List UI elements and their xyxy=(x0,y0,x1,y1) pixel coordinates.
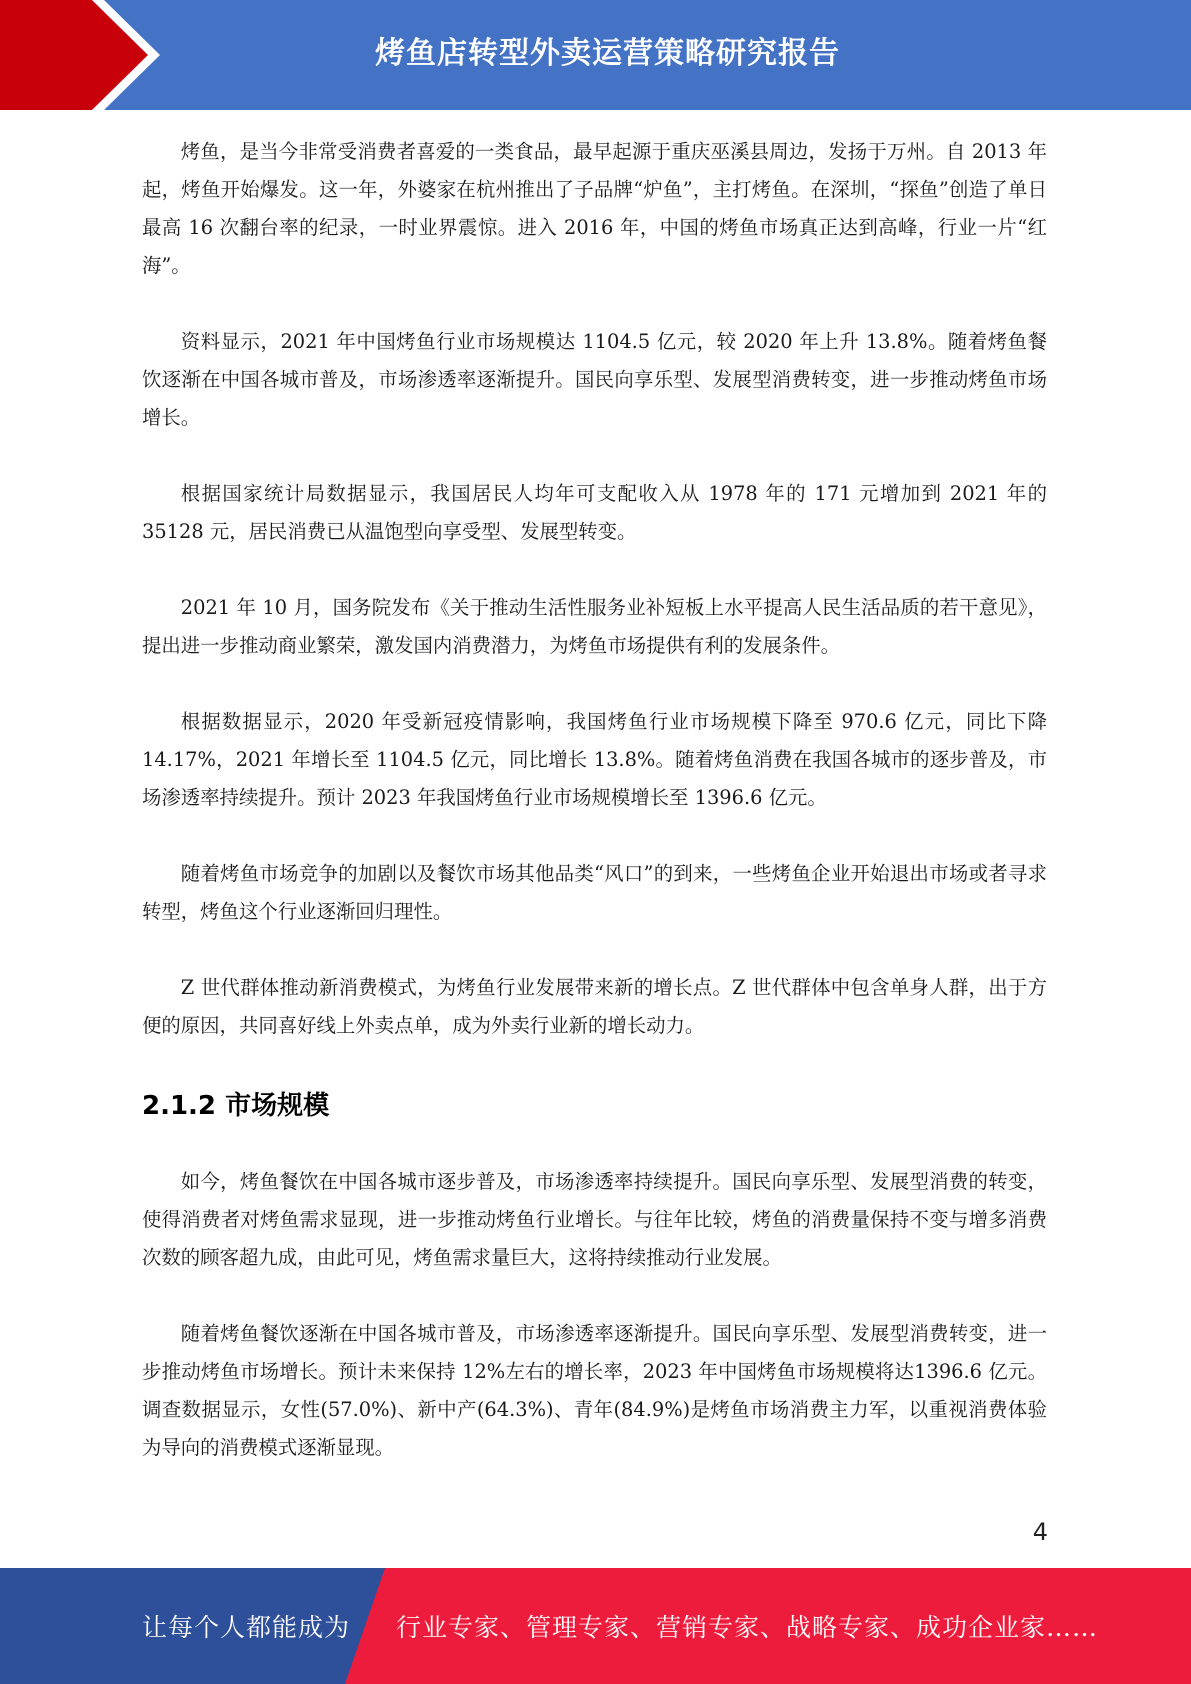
page-footer xyxy=(0,1568,1191,1684)
footer-slogan-right: 行业专家、管理专家、营销专家、战略专家、成功企业家…… xyxy=(396,1613,1099,1642)
body-paragraph: 如今，烤鱼餐饮在中国各城市逐步普及，市场渗透率持续提升。国民向享乐型、发展型消费的转变，使得消费者对烤鱼需求显现，进一步推动烤鱼行业增长。与往年比较，烤鱼的消费量保持不变与增多消费次数的顾客超九成，由此可见，烤鱼需求量巨大，这将持续推动行业发展。 xyxy=(142,1170,1047,1269)
body-paragraph: 根据国家统计局数据显示，我国居民人均年可支配收入从 1978 年的 171 元增加到 2021 年的 35128 元，居民消费已从温饱型向享受型、发展型转变。 xyxy=(142,482,1047,543)
body-paragraph: 根据数据显示，2020 年受新冠疫情影响，我国烤鱼行业市场规模下降至 970.6 亿元，同比下降 14.17%，2021 年增长至 1104.5 亿元，同比增长 13.8%。随着烤鱼消费在我国各城市的逐步普及，市场渗透率持续提升。预计 2023 年我国烤鱼行业市场规模增长至 1396.6 亿元。 xyxy=(142,710,1047,809)
body-paragraph: 2021 年 10 月，国务院发布《关于推动生活性服务业补短板上水平提高人民生活品质的若干意见》，提出进一步推动商业繁荣，激发国内消费潜力，为烤鱼市场提供有利的发展条件。 xyxy=(142,596,1047,657)
section-heading: 2.1.2 市场规模 xyxy=(142,1091,330,1121)
body-paragraph: 烤鱼，是当今非常受消费者喜爱的一类食品，最早起源于重庆巫溪县周边，发扬于万州。自 2013 年起，烤鱼开始爆发。这一年，外婆家在杭州推出了子品牌“炉鱼”，主打烤鱼。在深圳，“探鱼”创造了单日最高 16 次翻台率的纪录，一时业界震惊。进入 2016 年，中国的烤鱼市场真正达到高峰，行业一片“红海”。 xyxy=(142,140,1047,277)
body-paragraph: 随着烤鱼市场竞争的加剧以及餐饮市场其他品类“风口”的到来，一些烤鱼企业开始退出市场或者寻求转型，烤鱼这个行业逐渐回归理性。 xyxy=(142,862,1047,923)
page-number: 4 xyxy=(1032,1518,1048,1546)
body-paragraph: 资料显示，2021 年中国烤鱼行业市场规模达 1104.5 亿元，较 2020 年上升 13.8%。随着烤鱼餐饮逐渐在中国各城市普及，市场渗透率逐渐提升。国民向享乐型、发展型消费转变，进一步推动烤鱼市场增长。 xyxy=(142,330,1047,429)
body-paragraph: 随着烤鱼餐饮逐渐在中国各城市普及，市场渗透率逐渐提升。国民向享乐型、发展型消费转变，进一步推动烤鱼市场增长。预计未来保持 12%左右的增长率，2023 年中国烤鱼市场规模将达1396.6 亿元。调查数据显示，女性(57.0%)、新中产(64.3%)、青年(84.9%)是烤鱼市场消费主力军，以重视消费体验为导向的消费模式逐渐显现。 xyxy=(142,1322,1047,1459)
report-title: 烤鱼店转型外卖运营策略研究报告 xyxy=(375,36,840,71)
page-content xyxy=(142,133,1047,1467)
page-header xyxy=(0,0,1191,110)
footer-slogan-left: 让每个人都能成为 xyxy=(142,1613,351,1642)
body-paragraph: Z 世代群体推动新消费模式，为烤鱼行业发展带来新的增长点。Z 世代群体中包含单身人群，出于方便的原因，共同喜好线上外卖点单，成为外卖行业新的增长动力。 xyxy=(142,976,1047,1037)
